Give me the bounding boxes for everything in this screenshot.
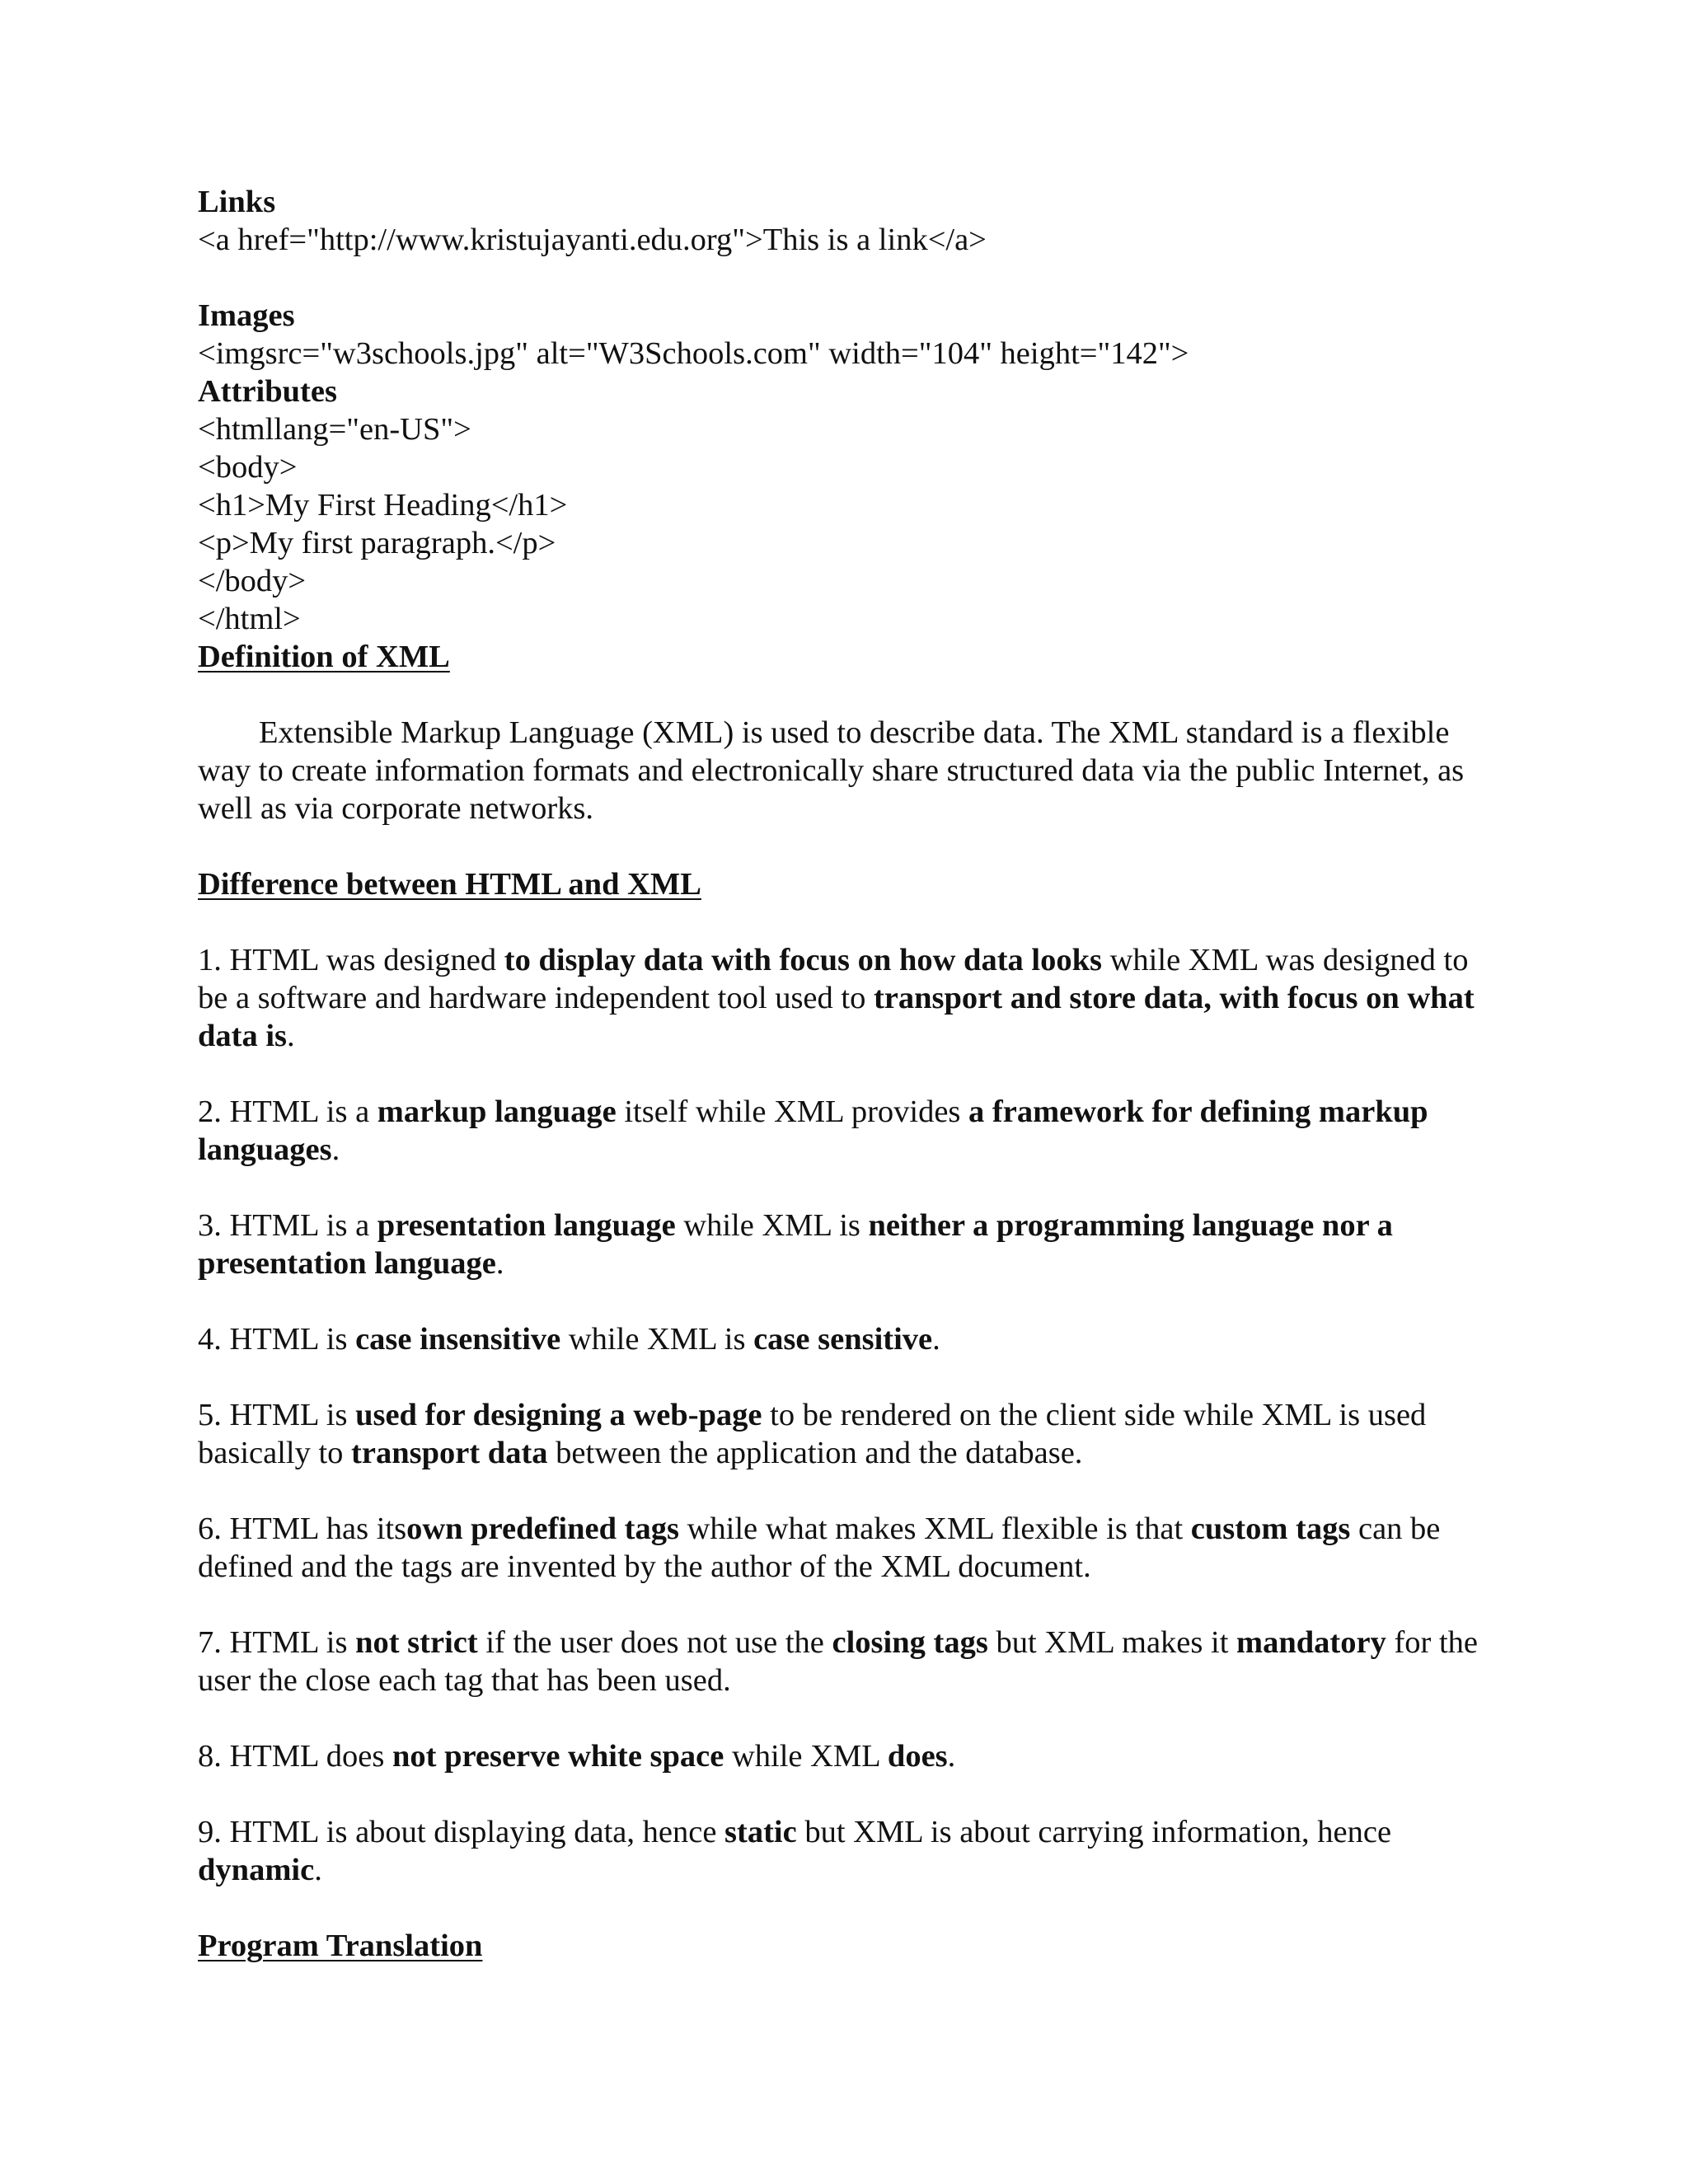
difference-emphasis: custom tags: [1190, 1511, 1351, 1546]
difference-emphasis: transport and store data, with focus on what data is: [198, 981, 1475, 1053]
spacer: [198, 1775, 1500, 1813]
spacer: [198, 1055, 1500, 1093]
attributes-code-line: </html>: [198, 602, 301, 636]
difference-emphasis: markup language: [377, 1094, 617, 1129]
difference-text: 2. HTML is a: [198, 1094, 377, 1129]
spacer: [198, 903, 1500, 941]
spacer: [198, 1889, 1500, 1927]
attributes-code-line: <p>My first paragraph.</p>: [198, 526, 556, 560]
images-code: <imgsrc="w3schools.jpg" alt="W3Schools.com" width="104" height="142">: [198, 336, 1189, 371]
difference-item: [198, 1510, 1500, 1586]
difference-text: while XML was designed to be a software and hardware independent tool used to: [198, 943, 1469, 1015]
difference-text: to be rendered on the client side while XML is used basically to: [198, 1398, 1427, 1470]
xml-definition-heading: Definition of XML: [198, 640, 450, 674]
document-page: [198, 183, 1500, 1965]
difference-text: itself while XML provides: [616, 1094, 969, 1129]
difference-text: .: [495, 1246, 504, 1281]
difference-text: while XML is: [675, 1208, 869, 1243]
spacer: [198, 1169, 1500, 1207]
spacer: [198, 1472, 1500, 1510]
links-heading: Links: [198, 185, 276, 219]
spacer: [198, 259, 1500, 297]
difference-text: while XML: [724, 1739, 888, 1774]
difference-emphasis: dynamic: [198, 1853, 315, 1887]
difference-item: [198, 1737, 1500, 1775]
difference-text: .: [947, 1739, 956, 1774]
difference-text: but XML is about carrying information, hence: [796, 1815, 1392, 1849]
difference-emphasis: case sensitive: [753, 1322, 933, 1357]
spacer: [198, 1699, 1500, 1737]
difference-item: [198, 1093, 1500, 1169]
spacer: [198, 676, 1500, 714]
difference-text: 6. HTML has its: [198, 1511, 407, 1546]
difference-text: while XML is: [560, 1322, 754, 1357]
difference-text: 9. HTML is about displaying data, hence: [198, 1815, 725, 1849]
differences-heading: Difference between HTML and XML: [198, 867, 701, 902]
images-heading: Images: [198, 298, 295, 333]
difference-emphasis: transport data: [351, 1436, 548, 1470]
xml-definition-paragraph: Extensible Markup Language (XML) is used to describe data. The XML standard is a flexible way to create information formats and electronically share structured data via the public Internet, as well as via corporate networks.: [198, 715, 1465, 826]
difference-emphasis: a framework for defining markup languages: [198, 1094, 1428, 1167]
difference-item: [198, 1813, 1500, 1889]
attributes-code-line: <h1>My First Heading</h1>: [198, 488, 568, 523]
difference-text: can be defined and the tags are invented by the author of the XML document.: [198, 1511, 1441, 1584]
difference-text: .: [331, 1132, 340, 1167]
difference-emphasis: case insensitive: [355, 1322, 561, 1357]
difference-text: for the user the close each tag that has been used.: [198, 1625, 1479, 1698]
difference-text: between the application and the database.: [547, 1436, 1083, 1470]
differences-list: [198, 941, 1500, 1927]
difference-item: [198, 1624, 1500, 1699]
difference-emphasis: to display data with focus on how data looks: [504, 943, 1102, 977]
attributes-heading: Attributes: [198, 374, 337, 409]
difference-emphasis: used for designing a web-page: [355, 1398, 762, 1432]
difference-text: if the user does not use the: [477, 1625, 832, 1660]
links-code: <a href="http://www.kristujayanti.edu.org">This is a link</a>: [198, 223, 987, 257]
difference-emphasis: not preserve white space: [392, 1739, 724, 1774]
difference-item: [198, 941, 1500, 1055]
difference-item: [198, 1207, 1500, 1282]
difference-text: .: [287, 1019, 295, 1053]
spacer: [198, 827, 1500, 865]
spacer: [198, 1586, 1500, 1624]
difference-emphasis: neither a programming language nor a presentation language: [198, 1208, 1393, 1281]
difference-text: 3. HTML is a: [198, 1208, 377, 1243]
difference-emphasis: does: [887, 1739, 948, 1774]
difference-emphasis: own predefined tags: [406, 1511, 679, 1546]
attributes-code-line: <body>: [198, 450, 298, 485]
spacer: [198, 1282, 1500, 1320]
attributes-code-line: <htmllang="en-US">: [198, 412, 471, 447]
difference-emphasis: closing tags: [832, 1625, 988, 1660]
attributes-code-line: </body>: [198, 564, 307, 598]
difference-text: while what makes XML flexible is that: [678, 1511, 1191, 1546]
difference-emphasis: static: [724, 1815, 797, 1849]
difference-item: [198, 1396, 1500, 1472]
difference-text: .: [314, 1853, 322, 1887]
difference-item: [198, 1320, 1500, 1358]
difference-text: 5. HTML is: [198, 1398, 356, 1432]
difference-text: .: [932, 1322, 940, 1357]
spacer: [198, 1358, 1500, 1396]
difference-text: but XML makes it: [987, 1625, 1237, 1660]
difference-text: 8. HTML does: [198, 1739, 392, 1774]
difference-text: 7. HTML is: [198, 1625, 356, 1660]
difference-text: 1. HTML was designed: [198, 943, 504, 977]
difference-emphasis: mandatory: [1236, 1625, 1386, 1660]
difference-emphasis: presentation language: [377, 1208, 676, 1243]
difference-text: 4. HTML is: [198, 1322, 356, 1357]
difference-emphasis: not strict: [355, 1625, 478, 1660]
program-translation-heading: Program Translation: [198, 1929, 483, 1963]
